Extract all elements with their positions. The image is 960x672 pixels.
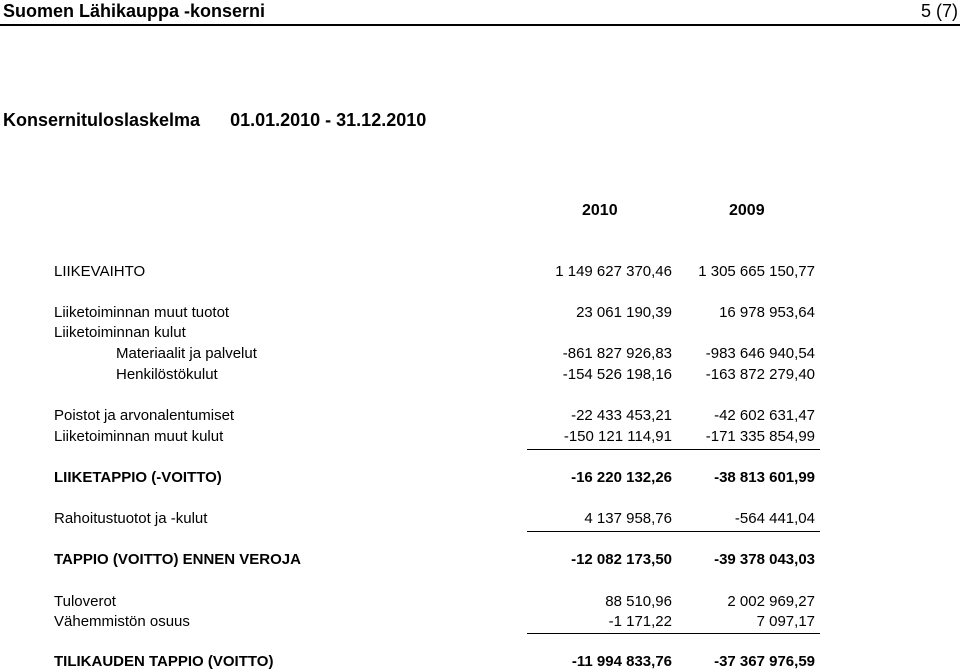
value-2009: 1 305 665 150,77	[698, 263, 815, 280]
value-2010: 4 137 958,76	[584, 510, 672, 527]
row-label: Henkilöstökulut	[116, 366, 218, 383]
statement-period: 01.01.2010 - 31.12.2010	[230, 110, 427, 130]
value-2009: -39 378 043,03	[714, 551, 815, 568]
subtotal-rule	[527, 531, 820, 532]
row-label: Tuloverot	[54, 593, 116, 610]
row-label: TAPPIO (VOITTO) ENNEN VEROJA	[54, 551, 301, 568]
value-2010: -16 220 132,26	[571, 469, 672, 486]
page-number: 5 (7)	[920, 1, 958, 21]
statement-title	[3, 109, 426, 131]
row-label: LIIKETAPPIO (-VOITTO)	[54, 469, 222, 486]
subtotal-rule	[527, 633, 820, 634]
value-2009: 2 002 969,27	[727, 593, 815, 610]
row-liiketoiminnan-muut-kulut	[0, 427, 960, 447]
value-2010: -12 082 173,50	[571, 551, 672, 568]
value-2010: -150 121 114,91	[563, 428, 672, 445]
row-rahoitustuotot-ja-kulut	[0, 509, 960, 529]
row-poistot-ja-arvonalentumiset	[0, 406, 960, 426]
value-2010: -22 433 453,21	[571, 407, 672, 424]
value-2009: -42 602 631,47	[714, 407, 815, 424]
row-tilikauden-tappio	[0, 652, 960, 672]
row-vahemmiston-osuus	[0, 612, 960, 632]
value-2009: 7 097,17	[756, 613, 815, 630]
row-tappio-ennen-veroja	[0, 550, 960, 570]
row-label: Liiketoiminnan kulut	[54, 324, 186, 341]
row-label: TILIKAUDEN TAPPIO (VOITTO)	[54, 653, 274, 670]
value-2009: -38 813 601,99	[714, 469, 815, 486]
row-label: Materiaalit ja palvelut	[116, 345, 257, 362]
value-2009: -983 646 940,54	[705, 345, 815, 362]
value-2010: 88 510,96	[605, 593, 672, 610]
value-2009: -564 441,04	[734, 510, 815, 527]
column-header-2010: 2010	[582, 202, 618, 219]
value-2010: 1 149 627 370,46	[555, 263, 672, 280]
row-liiketoiminnan-kulut	[0, 323, 960, 343]
row-label: Poistot ja arvonalentumiset	[54, 407, 235, 424]
row-materiaalit-ja-palvelut	[0, 344, 960, 364]
row-liiketoiminnan-muut-tuotot	[0, 303, 960, 323]
row-henkilostokulut	[0, 365, 960, 385]
value-2010: 23 061 190,39	[576, 304, 672, 321]
row-label: Liiketoiminnan muut tuotot	[54, 304, 230, 321]
page-header	[0, 0, 960, 26]
row-label: Liiketoiminnan muut kulut	[54, 428, 224, 445]
value-2010: -861 827 926,83	[562, 345, 672, 362]
company-name: Suomen Lähikauppa -konserni	[3, 1, 266, 21]
statement-name: Konsernituloslaskelma	[3, 110, 201, 130]
value-2010: -11 994 833,76	[571, 653, 672, 670]
value-2009: 16 978 953,64	[719, 304, 815, 321]
row-label: LIIKEVAIHTO	[54, 263, 146, 280]
row-liiketappio	[0, 468, 960, 488]
row-tuloverot	[0, 592, 960, 612]
row-liikevaihto	[0, 262, 960, 282]
row-label: Vähemmistön osuus	[54, 613, 190, 630]
value-2009: -37 367 976,59	[714, 653, 815, 670]
value-2010: -1 171,22	[608, 613, 672, 630]
column-header-2009: 2009	[729, 202, 765, 219]
value-2009: -163 872 279,40	[705, 366, 815, 383]
subtotal-rule	[527, 449, 820, 450]
value-2010: -154 526 198,16	[562, 366, 672, 383]
value-2009: -171 335 854,99	[705, 428, 815, 445]
row-label: Rahoitustuotot ja -kulut	[54, 510, 208, 527]
